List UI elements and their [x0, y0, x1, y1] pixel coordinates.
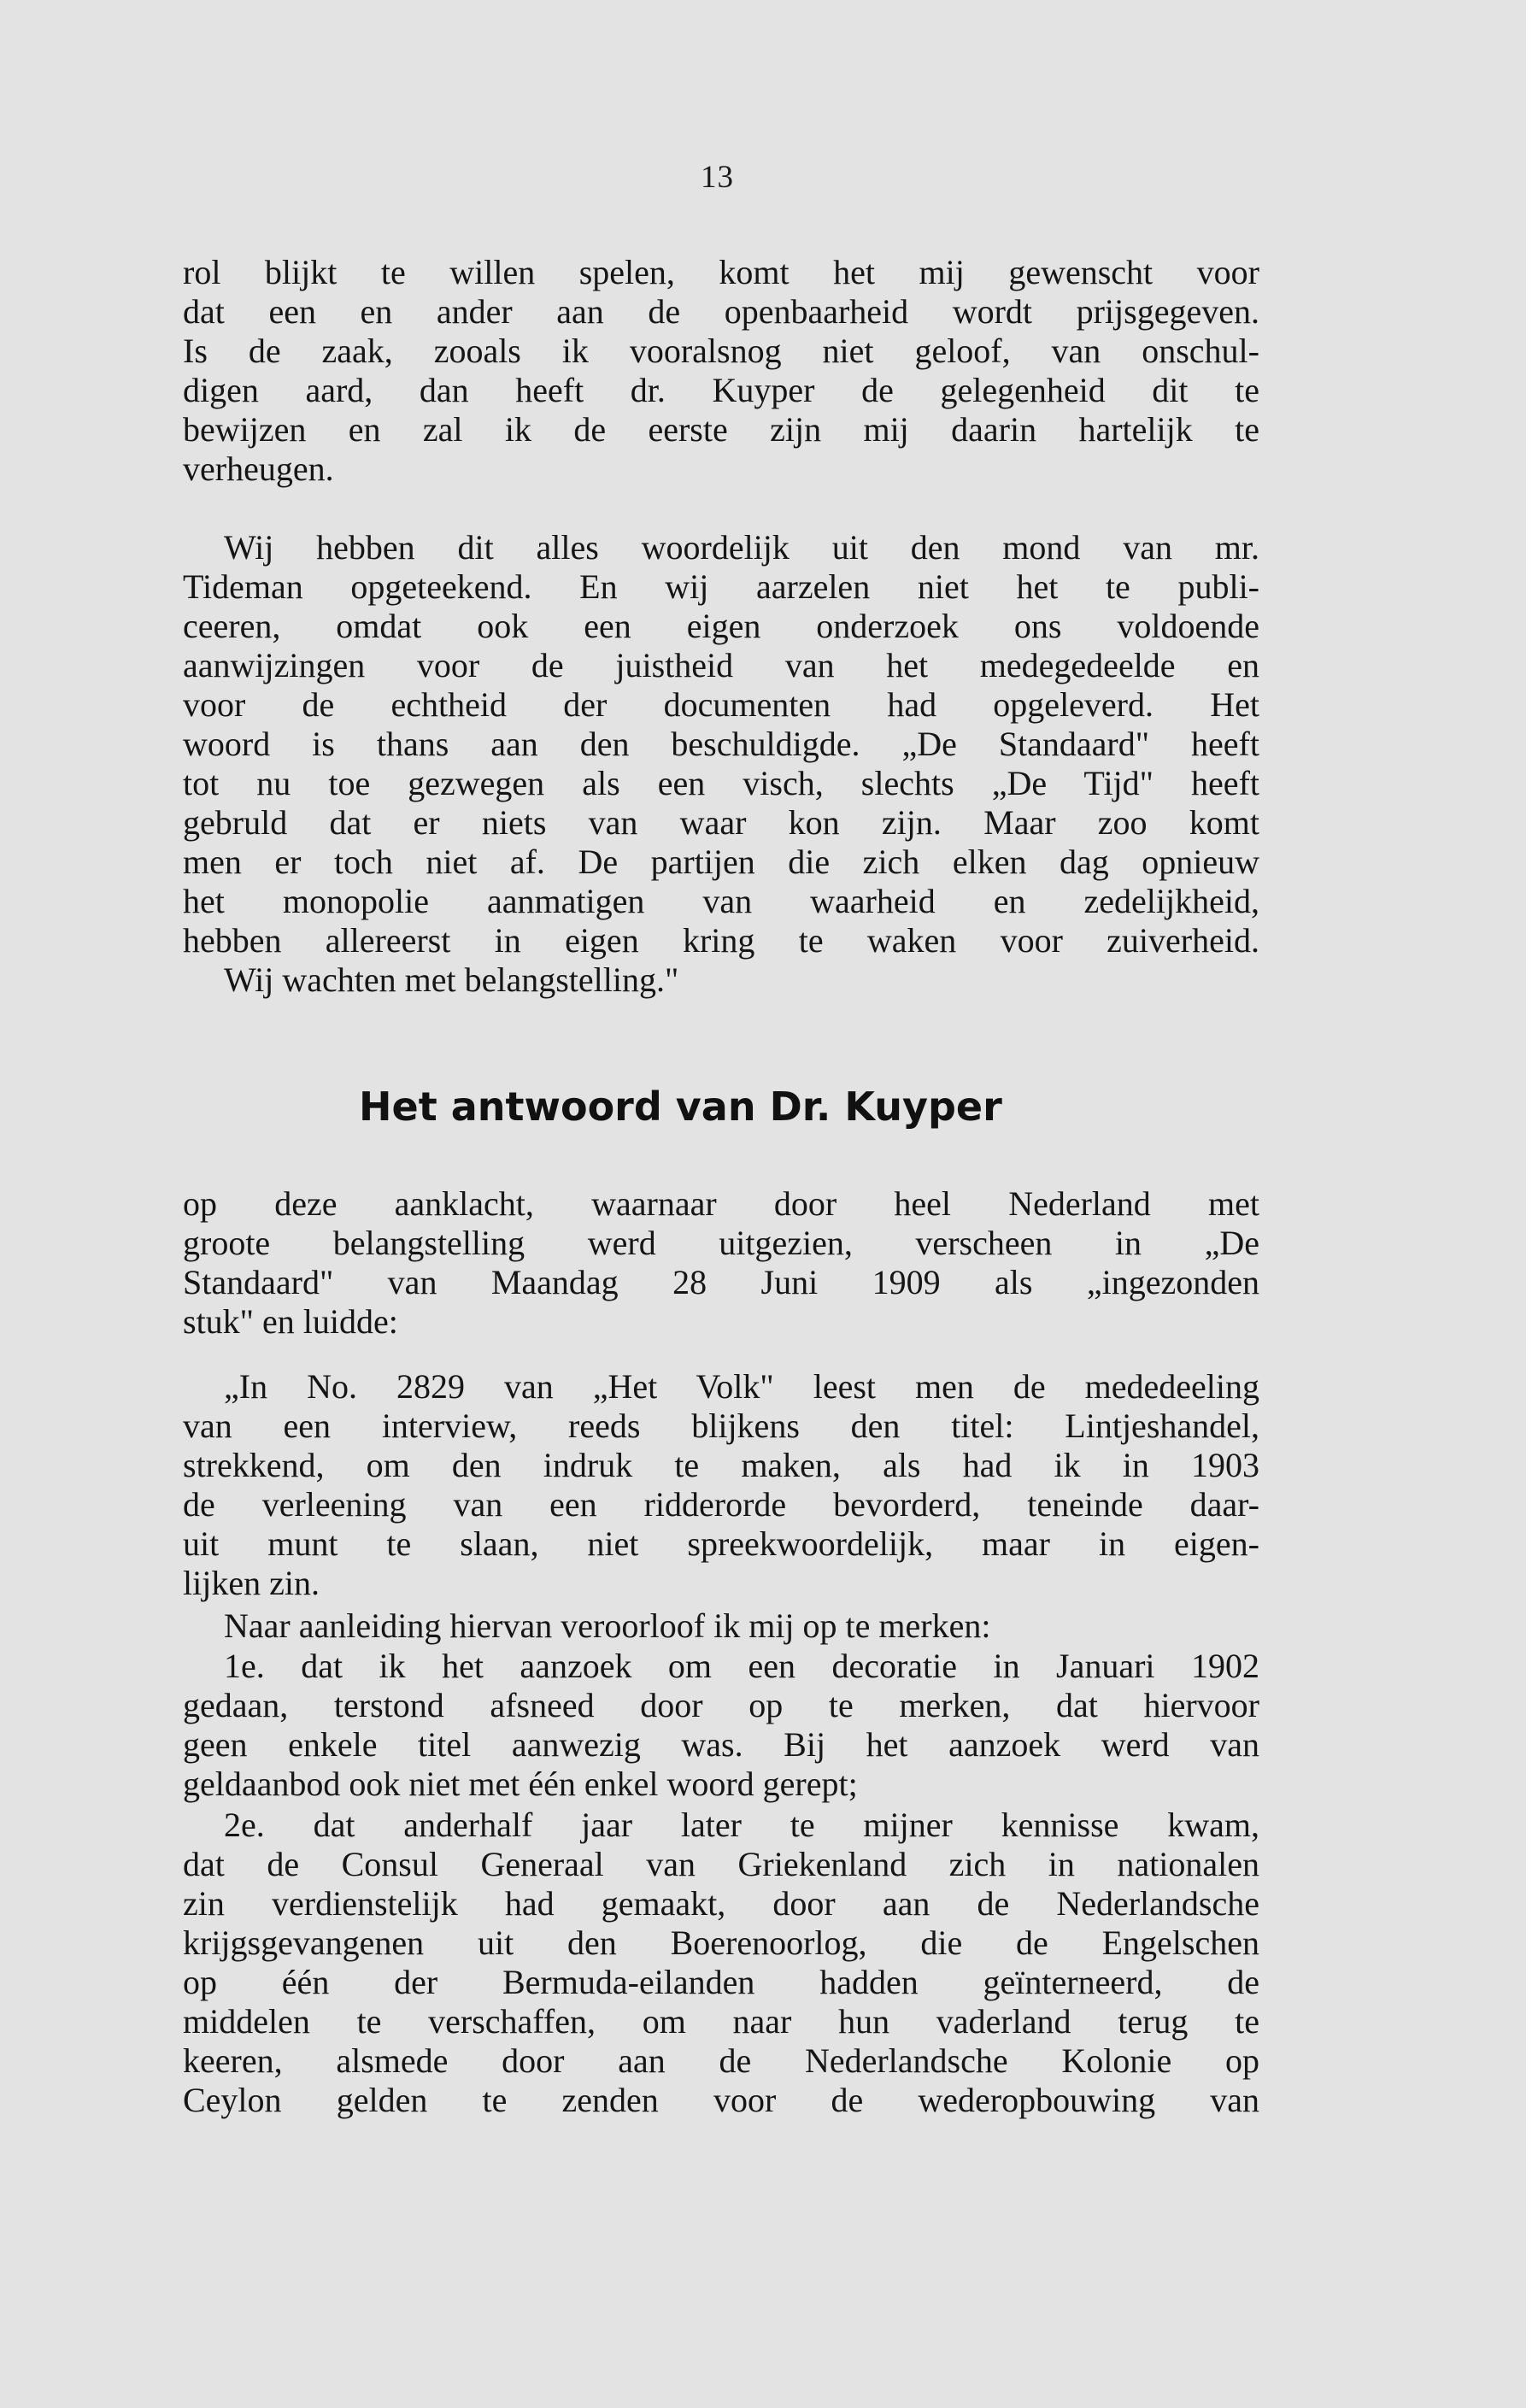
text-line: dat de Consul Generaal van Griekenland zich in nationalen — [183, 1845, 1259, 1883]
text-line: Wij wachten met belangstelling." — [224, 960, 679, 999]
text-line: zin verdienstelijk had gemaakt, door aan de Nederlandsche — [183, 1884, 1259, 1923]
paragraph-7 — [183, 1806, 1259, 2120]
text-line: verheugen. — [183, 449, 334, 488]
text-line: 1e. dat ik het aanzoek om een decoratie in Januari 1902 — [224, 1647, 1259, 1685]
text-line: hebben allereerst in eigen kring te waken voor zuiverheid. — [183, 921, 1259, 960]
text-line: de verleening van een ridderorde bevorderd, teneinde daar- — [183, 1485, 1259, 1524]
text-line: gedaan, terstond afsneed door op te merken, dat hiervoor — [183, 1686, 1259, 1724]
text-line: woord is thans aan den beschuldigde. „De Standaard" heeft — [183, 725, 1259, 763]
text-line: 2e. dat anderhalf jaar later te mijner kennisse kwam, — [224, 1806, 1259, 1844]
text-line: men er toch niet af. De partijen die zich elken dag opnieuw — [183, 843, 1259, 881]
text-line: voor de echtheid der documenten had opgeleverd. Het — [183, 685, 1259, 724]
paragraph-2 — [183, 528, 1259, 1000]
paragraph-1 — [183, 253, 1259, 489]
text-line: stuk" en luidde: — [183, 1302, 398, 1341]
text-line: geldaanbod ook niet met één enkel woord gerept; — [183, 1765, 858, 1803]
text-line: op één der Bermuda-eilanden hadden geïnterneerd, de — [183, 1963, 1259, 2001]
text-line: groote belangstelling werd uitgezien, verscheen in „De — [183, 1224, 1259, 1262]
text-line: op deze aanklacht, waarnaar door heel Nederland met — [183, 1184, 1259, 1223]
text-line: strekkend, om den indruk te maken, als had ik in 1903 — [183, 1446, 1259, 1484]
text-line: Is de zaak, zooals ik vooralsnog niet geloof, van onschul- — [183, 332, 1259, 370]
text-line: Standaard" van Maandag 28 Juni 1909 als „ingezonden — [183, 1263, 1259, 1301]
text-line: middelen te verschaffen, om naar hun vaderland terug te — [183, 2002, 1259, 2041]
text-line: aanwijzingen voor de juistheid van het medegedeelde en — [183, 646, 1259, 684]
paragraph-4 — [183, 1367, 1259, 1603]
text-line: tot nu toe gezwegen als een visch, slechts „De Tijd" heeft — [183, 764, 1259, 802]
paragraph-3 — [183, 1184, 1259, 1342]
text-line: uit munt te slaan, niet spreekwoordelijk, maar in eigen- — [183, 1524, 1259, 1563]
text-line: digen aard, dan heeft dr. Kuyper de gelegenheid dit te — [183, 371, 1259, 409]
text-line: krijgsgevangenen uit den Boerenoorlog, die de Engelschen — [183, 1923, 1259, 1962]
text-line: dat een en ander aan de openbaarheid wordt prijsgegeven. — [183, 292, 1259, 331]
text-line: „In No. 2829 van „Het Volk" leest men de mededeeling — [224, 1367, 1259, 1406]
text-line: rol blijkt te willen spelen, komt het mij gewenscht voor — [183, 253, 1259, 291]
paragraph-6 — [183, 1647, 1259, 1804]
text-line: keeren, alsmede door aan de Nederlandsche Kolonie op — [183, 2041, 1259, 2080]
text-line: ceeren, omdat ook een eigen onderzoek ons voldoende — [183, 607, 1259, 645]
text-line: lijken zin. — [183, 1564, 320, 1602]
text-line: Ceylon gelden te zenden voor de wederopbouwing van — [183, 2081, 1259, 2119]
text-line: gebruld dat er niets van waar kon zijn. Maar zoo komt — [183, 803, 1259, 842]
paragraph-5 — [183, 1606, 1259, 1646]
text-line: Wij hebben dit alles woordelijk uit den mond van mr. — [224, 528, 1259, 567]
text-line: bewijzen en zal ik de eerste zijn mij daarin hartelijk te — [183, 410, 1259, 449]
text-line: Naar aanleiding hiervan veroorloof ik mij op te merken: — [224, 1606, 991, 1645]
text-line: geen enkele titel aanwezig was. Bij het aanzoek werd van — [183, 1725, 1259, 1764]
page-number: 13 — [701, 160, 734, 195]
section-heading: Het antwoord van Dr. Kuyper — [359, 1084, 1002, 1130]
text-line: van een interview, reeds blijkens den titel: Lintjeshandel, — [183, 1407, 1259, 1445]
text-line: Tideman opgeteekend. En wij aarzelen niet het te publi- — [183, 567, 1259, 606]
page-edge — [1526, 0, 1538, 2408]
text-line: het monopolie aanmatigen van waarheid en zedelijkheid, — [183, 882, 1259, 920]
